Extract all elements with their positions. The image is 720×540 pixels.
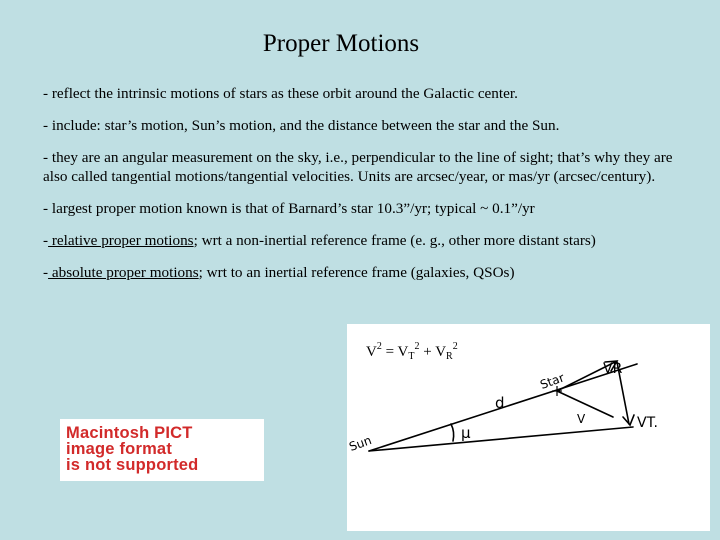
star-label: Star [538,370,567,392]
mu-label: μ [461,424,471,442]
pict-unsupported-message [66,425,260,473]
eq-exp-2: 2 [414,341,420,352]
velocity-diagram [347,324,710,531]
eq-equals: = [381,344,398,360]
pict-line-3: is not supported [66,456,199,474]
eq-v: V [366,344,377,360]
relative-proper-motions-term: relative proper motions [48,232,194,249]
eq-exp-3: 2 [452,341,458,352]
absolute-proper-motions-term: absolute proper motions [48,264,199,281]
bullet-item-orbit: - reflect the intrinsic motions of stars as these orbit around the Galactic center. [43,85,518,102]
bullet-prefix: - [43,232,49,249]
bullet-prefix: - [43,264,49,281]
vr-label: VR [603,361,623,377]
distance-label: d [495,394,505,412]
pict-line-1: Macintosh PICT [66,424,193,442]
vt-label: VT. [637,415,658,431]
bullet-item-relative [43,231,683,250]
bullet-item-absolute [43,263,683,282]
bullet-item-include: - include: star’s motion, Sun’s motion, and the distance between the star and the Sun. [43,117,560,134]
bullet-suffix: ; wrt a non-inertial reference frame (e. g., other more distant stars) [193,232,596,249]
mu-angle-arc [451,424,454,441]
reference-line [369,427,633,451]
velocity-diagram-drawing [347,324,710,531]
v-label: V [577,412,586,426]
bullet-list [43,84,683,295]
eq-exp-1: 2 [376,341,382,352]
eq-vt: V [397,344,409,360]
pict-line-2: image format [66,440,173,458]
bullet-item-angular: - they are an angular measurement on the sky, i.e., perpendicular to the line of sight; that’s why they are also called tangential motions/tangential velocities. Units are arcsec/year, or mas/yr (arcsec/century). [43,149,673,185]
eq-vr: V [435,344,447,360]
pict-placeholder-image [60,419,264,481]
bullet-item-barnard: - largest proper motion known is that of Barnard’s star 10.3”/yr; typical ~ 0.1”/yr [43,200,535,217]
sun-label: Sun [347,433,374,454]
eq-plus: + [419,344,436,360]
eq-vr-sub: R [446,351,453,362]
page-title: Proper Motions [262,30,420,57]
eq-vt-sub: T [408,351,415,362]
bullet-suffix: ; wrt to an inertial reference frame (galaxies, QSOs) [198,264,515,281]
